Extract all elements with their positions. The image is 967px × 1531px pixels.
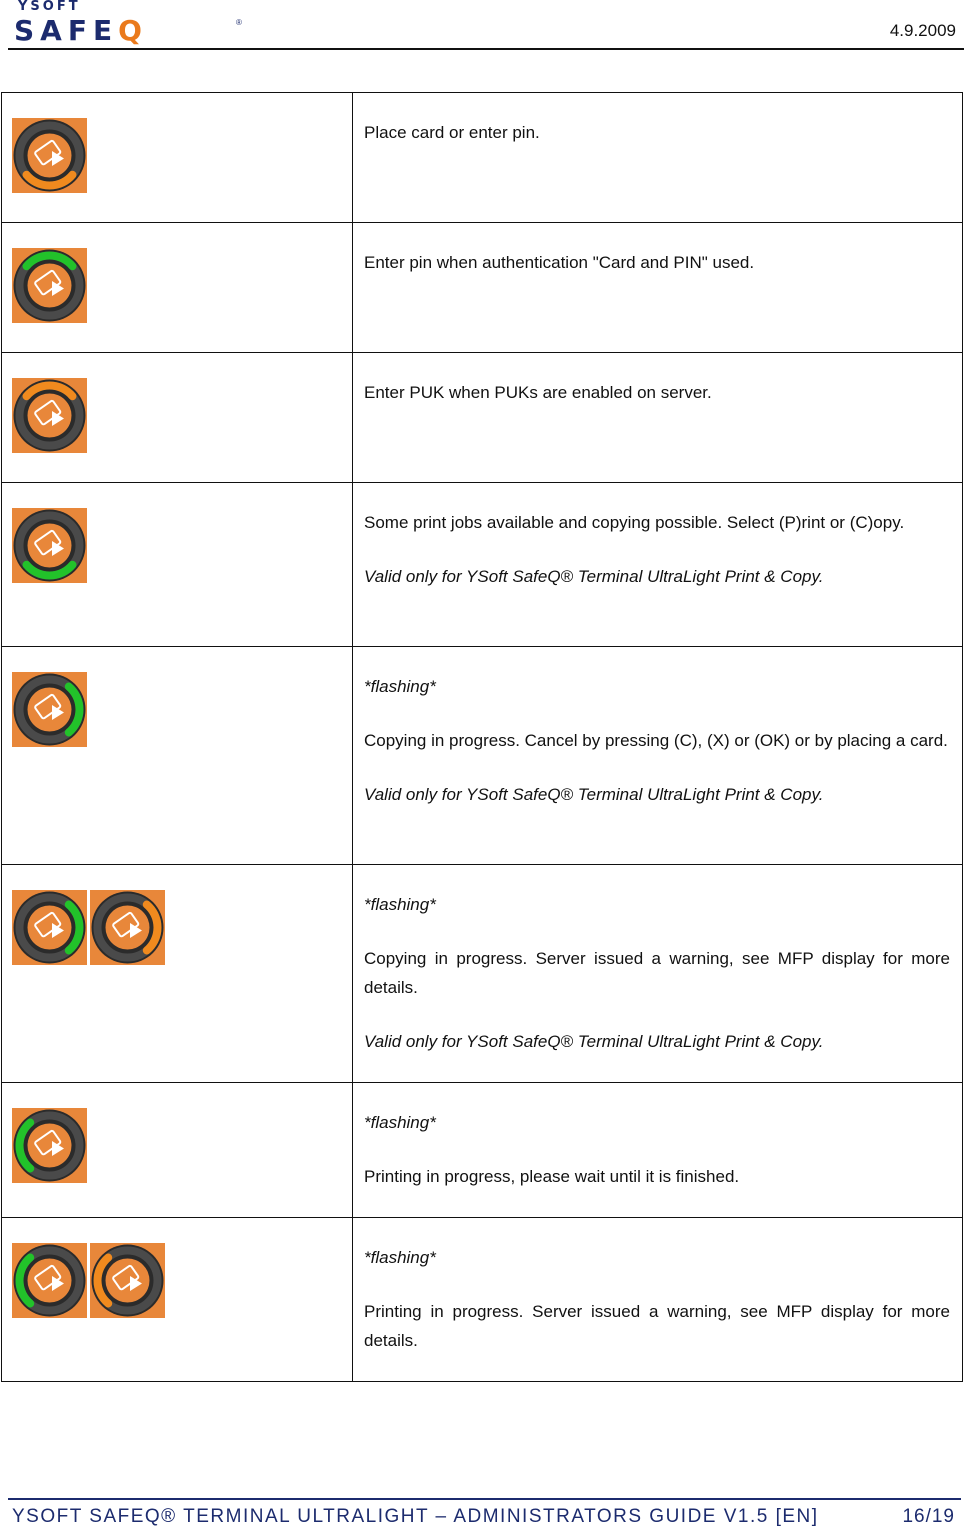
- description-note: *flashing*: [364, 895, 436, 914]
- table-row: [2, 353, 963, 483]
- description-note: *flashing*: [364, 677, 436, 696]
- icon-inner-disc: [106, 1259, 150, 1303]
- indicator-description-cell: [353, 647, 963, 865]
- indicator-description-cell: [353, 223, 963, 353]
- footer-title: YSOFT SAFEQ® TERMINAL ULTRALIGHT – ADMINISTRATORS GUIDE V1.5 [EN]: [12, 1506, 819, 1527]
- status-table-body: [2, 93, 963, 1382]
- table-row: [2, 647, 963, 865]
- icon-inner-disc: [28, 394, 72, 438]
- table-row: [2, 1218, 963, 1382]
- description-text: Enter PUK when PUKs are enabled on server.: [364, 383, 712, 402]
- description-note: Valid only for YSoft SafeQ® Terminal UltraLight Print & Copy.: [364, 567, 824, 586]
- description-note: Valid only for YSoft SafeQ® Terminal UltraLight Print & Copy.: [364, 1032, 824, 1051]
- indicator-description-cell: [353, 1083, 963, 1218]
- terminal-led-icon: [12, 890, 87, 965]
- footer-divider: [8, 1498, 961, 1500]
- indicator-icon-cell: [2, 647, 353, 865]
- terminal-led-icon: [12, 378, 87, 453]
- terminal-led-icon: [12, 248, 87, 323]
- description-text: Some print jobs available and copying possible. Select (P)rint or (C)opy.: [364, 513, 905, 532]
- icon-inner-disc: [28, 688, 72, 732]
- logo-main-text: [14, 14, 148, 47]
- indicator-description-cell: [353, 1218, 963, 1382]
- description-text: Printing in progress, please wait until it is finished.: [364, 1167, 740, 1186]
- terminal-led-icon: [12, 672, 87, 747]
- indicator-icon-cell: [2, 353, 353, 483]
- page-header: [8, 0, 964, 52]
- terminal-led-icon: [90, 1243, 165, 1318]
- indicator-icon-cell: [2, 1083, 353, 1218]
- icon-inner-disc: [28, 134, 72, 178]
- status-indicator-table: [1, 92, 963, 1382]
- table-row: [2, 1083, 963, 1218]
- description-note: *flashing*: [364, 1248, 436, 1267]
- indicator-description-cell: [353, 353, 963, 483]
- indicator-icon-cell: [2, 483, 353, 647]
- icon-inner-disc: [28, 524, 72, 568]
- description-text: Copying in progress. Cancel by pressing (C), (X) or (OK) or by placing a card.: [364, 731, 948, 750]
- description-note: *flashing*: [364, 1113, 436, 1132]
- page-footer: [8, 1498, 961, 1531]
- terminal-led-icon: [12, 118, 87, 193]
- icon-inner-disc: [28, 906, 72, 950]
- logo-top-text: YSOFT: [18, 0, 81, 14]
- icon-inner-disc: [28, 1124, 72, 1168]
- logo-main-letters: SAFE: [14, 14, 119, 47]
- table-row: [2, 93, 963, 223]
- description-text: Copying in progress. Server issued a warning, see MFP display for more details.: [364, 949, 950, 997]
- icon-inner-disc: [106, 906, 150, 950]
- logo-registered-mark: ®: [236, 18, 242, 27]
- document-date: 4.9.2009: [889, 21, 956, 40]
- icon-inner-disc: [28, 1259, 72, 1303]
- indicator-icon-cell: [2, 223, 353, 353]
- indicator-icon-cell: [2, 93, 353, 223]
- ysoft-safeq-logo: [14, 0, 244, 46]
- terminal-led-icon: [12, 1108, 87, 1183]
- terminal-led-icon: [12, 1243, 87, 1318]
- indicator-description-cell: [353, 865, 963, 1083]
- indicator-icon-cell: [2, 865, 353, 1083]
- terminal-led-icon: [90, 890, 165, 965]
- page-number: 16/19: [902, 1506, 955, 1527]
- table-row: [2, 865, 963, 1083]
- table-row: [2, 483, 963, 647]
- terminal-led-icon: [12, 508, 87, 583]
- indicator-description-cell: [353, 483, 963, 647]
- description-text: Printing in progress. Server issued a warning, see MFP display for more details.: [364, 1302, 950, 1350]
- description-note: Valid only for YSoft SafeQ® Terminal UltraLight Print & Copy.: [364, 785, 824, 804]
- indicator-icon-cell: [2, 1218, 353, 1382]
- description-text: Place card or enter pin.: [364, 123, 540, 142]
- table-row: [2, 223, 963, 353]
- icon-inner-disc: [28, 264, 72, 308]
- logo-q-letter: Q: [118, 14, 148, 47]
- indicator-description-cell: [353, 93, 963, 223]
- header-divider: [8, 48, 964, 50]
- description-text: Enter pin when authentication "Card and PIN" used.: [364, 253, 755, 272]
